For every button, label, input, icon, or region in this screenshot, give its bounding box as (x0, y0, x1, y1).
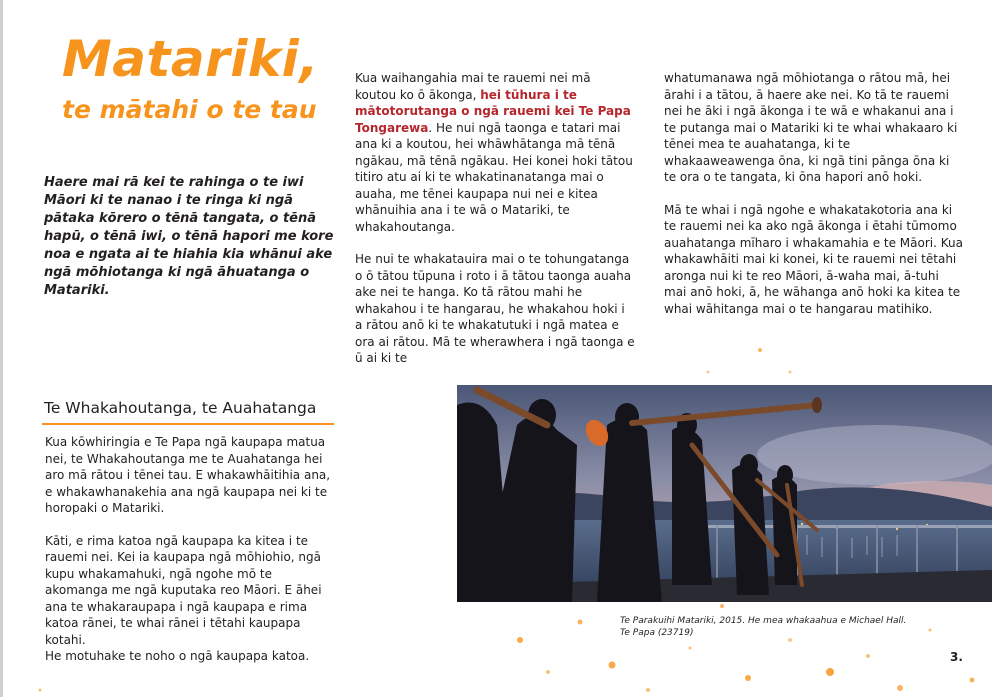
page-subtitle: te mātahi o te tau (62, 95, 317, 124)
section-heading: Te Whakahoutanga, te Auahatanga (44, 399, 317, 417)
paragraph (355, 70, 635, 235)
body-column-right (664, 70, 964, 333)
intro-paragraph: Haere mai rā kei te rahinga o te iwi Māori ki te nanao i te ringa ki ngā pātaka kōrero o tēnā tangata, o tēnā hapū, o tēnā iwi, o tēnā hapori me kore noa e ngata ai te hiahia kia whānui ake ngā mōhiotanga ki ngā āhuatanga o Matariki. (44, 175, 334, 298)
section-underline (42, 423, 334, 425)
paragraph: Mā te whai i ngā ngohe e whakatakotoria ana ki te rauemi nei ka ako ngā ākonga i ētahi tūmomo auahatanga mīharo i whakamahia e te Māori. Kua whakawhāiti mai ki konei, ki te rauemi nei tētahi aronga nui ki te reo Māori, ā-waha mai, ā-tuhi mai anō hoki, ā, he wāhanga anō hoki ka kitea te whai wāhitanga mai o te hangarau matihiko. (664, 202, 963, 316)
highlighted-text: hei tūhura i te mātotorutanga o ngā rauemi kei Te Papa Tongarewa (355, 87, 631, 135)
section-body (45, 434, 335, 681)
caption-line: Te Papa (23719) (620, 628, 694, 638)
page-number: 3. (950, 650, 963, 664)
paragraph: Kāti, e rima katoa ngā kaupapa ka kitea i te rauemi nei. Kei ia kaupapa ngā mōhiohio, ngā kupu whakamahuki, ngā ngohe mō te akomanga me ngā kuputaka reo Māori. E āhei ana te whakaraupapa i ngā kaupapa e rima katoa rānei, te whai rānei i tētahi kaupapa kotahi. (45, 533, 322, 647)
paragraph: whatumanawa ngā mōhiotanga o rātou mā, hei ārahi i a tātou, ā haere ake nei. Ko tā te rauemi nei he āki i ngā ākonga i te wā e whakanui ana i te putanga mai o Matariki ki te whai whakaaro ki tēnei mea te auahatanga, ki te whakaaweawenga ōna, ki ngā tini pānga ōna ki te ora o te tangata, ki ōna hapori anō hoki. (664, 71, 958, 184)
paragraph: Kua kōwhiringia e Te Papa ngā kaupapa matua nei, te Whakahoutanga me te Auahatanga hei aro mā rātou i tēnei tau. E whakawhāitihia ana, e whakawhanakehia ana ngā kaupapa nei ki te horopaki o Matariki. (45, 435, 331, 515)
paragraph-text: Kua waihangahia mai te rauemi nei mā koutou ko ō ākonga, (355, 71, 591, 102)
paragraph-text: . He nui ngā taonga e tatari mai ana ki a koutou, hei whāwhātanga mā tēnā ngākau, mā tēnā ngākau. Hei konei hoki tātou titiro atu ai ki te whakatinanatanga mai o auaha, me tēnei kaupapa nui nei e kitea whānuihia ana i te wā o Matariki, te whakahoutanga. (355, 120, 633, 234)
paragraph: He nui te whakatauira mai o te tohungatanga o ō tātou tūpuna i roto i ā tātou taonga auaha ake nei te hanga. Ko tā rātou mahi he whakahou i te hangarau, he whakahou hoki i a rātou anō ki te whakatutuki i ngā matea e ora ai rātou. Mā te wherawhera i ngā taonga e ū ai ki te (355, 252, 635, 365)
page-edge (0, 0, 3, 697)
body-column-middle (355, 70, 635, 383)
photo-matariki-breakfast (457, 385, 992, 602)
paragraph: He motuhake te noho o ngā kaupapa katoa. (45, 649, 310, 663)
page-title: Matariki, (62, 30, 319, 88)
photo-caption (620, 615, 906, 639)
caption-line: Te Parakuihi Matariki, 2015. He mea whakaahua e Michael Hall. (620, 616, 907, 626)
photo-illustration (457, 385, 992, 602)
